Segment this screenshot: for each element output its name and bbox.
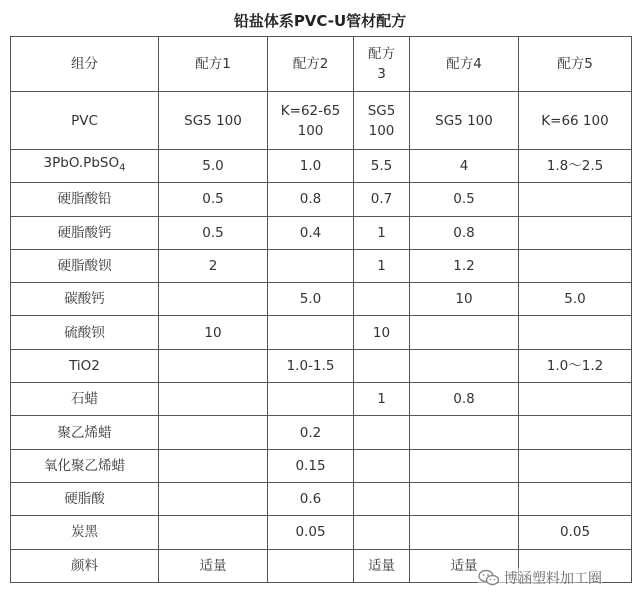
component-name-cell: 石蜡 bbox=[11, 383, 159, 416]
formula-3-cell bbox=[354, 482, 410, 515]
formula-2-cell: 0.2 bbox=[268, 416, 354, 449]
header-formula-5: 配方5 bbox=[519, 37, 632, 92]
formula-2-cell bbox=[268, 549, 354, 582]
header-formula-3: 配方 3 bbox=[354, 37, 410, 92]
formula-1-cell: 5.0 bbox=[159, 150, 268, 183]
formula-3-cell bbox=[354, 516, 410, 549]
formula-2-cell: 0.8 bbox=[268, 183, 354, 216]
formula-4-cell: 适量 bbox=[410, 549, 519, 582]
formula-table bbox=[10, 36, 632, 583]
formula-1-cell bbox=[159, 416, 268, 449]
formula-3-cell: 10 bbox=[354, 316, 410, 349]
formula-2-cell: 0.05 bbox=[268, 516, 354, 549]
component-name-cell: 硬脂酸钡 bbox=[11, 249, 159, 282]
formula-3-cell bbox=[354, 449, 410, 482]
formula-4-cell: 10 bbox=[410, 283, 519, 316]
table-row bbox=[11, 449, 632, 482]
component-name-cell: 炭黑 bbox=[11, 516, 159, 549]
table-row bbox=[11, 249, 632, 282]
formula-1-cell: SG5 100 bbox=[159, 92, 268, 150]
formula-3-cell: 5.5 bbox=[354, 150, 410, 183]
component-name-cell: 硬脂酸 bbox=[11, 482, 159, 515]
formula-2-cell bbox=[268, 249, 354, 282]
formula-1-cell bbox=[159, 349, 268, 382]
wechat-icon bbox=[478, 569, 500, 587]
table-row bbox=[11, 482, 632, 515]
table-row bbox=[11, 383, 632, 416]
formula-4-cell: 0.8 bbox=[410, 216, 519, 249]
formula-5-cell bbox=[519, 249, 632, 282]
formula-4-cell bbox=[410, 316, 519, 349]
formula-5-cell bbox=[519, 482, 632, 515]
formula-3-cell: SG5 100 bbox=[354, 92, 410, 150]
component-name-cell: TiO2 bbox=[11, 349, 159, 382]
formula-2-cell: 1.0 bbox=[268, 150, 354, 183]
formula-5-cell: 0.05 bbox=[519, 516, 632, 549]
formula-5-cell bbox=[519, 216, 632, 249]
formula-2-cell: 1.0-1.5 bbox=[268, 349, 354, 382]
formula-5-cell: 1.8～2.5 bbox=[519, 150, 632, 183]
formula-1-cell: 10 bbox=[159, 316, 268, 349]
table-row bbox=[11, 516, 632, 549]
formula-1-cell bbox=[159, 449, 268, 482]
formula-1-cell bbox=[159, 383, 268, 416]
header-row bbox=[11, 37, 632, 92]
formula-3-cell: 1 bbox=[354, 383, 410, 416]
table-row bbox=[11, 416, 632, 449]
formula-5-cell bbox=[519, 416, 632, 449]
formula-1-cell: 2 bbox=[159, 249, 268, 282]
header-formula-2: 配方2 bbox=[268, 37, 354, 92]
table-row bbox=[11, 349, 632, 382]
formula-2-cell: 5.0 bbox=[268, 283, 354, 316]
formula-1-cell bbox=[159, 516, 268, 549]
formula-4-cell: SG5 100 bbox=[410, 92, 519, 150]
formula-5-cell bbox=[519, 383, 632, 416]
formula-4-cell: 0.8 bbox=[410, 383, 519, 416]
formula-5-cell: 1.0～1.2 bbox=[519, 349, 632, 382]
formula-3-cell bbox=[354, 349, 410, 382]
table-row bbox=[11, 216, 632, 249]
component-name-cell: 颜料 bbox=[11, 549, 159, 582]
component-name-cell: 硫酸钡 bbox=[11, 316, 159, 349]
formula-4-cell bbox=[410, 449, 519, 482]
component-name-cell: 碳酸钙 bbox=[11, 283, 159, 316]
component-name-cell: 聚乙烯蜡 bbox=[11, 416, 159, 449]
formula-5-cell bbox=[519, 316, 632, 349]
table-row bbox=[11, 150, 632, 183]
formula-2-cell: 0.4 bbox=[268, 216, 354, 249]
formula-1-cell: 0.5 bbox=[159, 183, 268, 216]
formula-4-cell bbox=[410, 482, 519, 515]
formula-4-cell: 1.2 bbox=[410, 249, 519, 282]
component-name-cell: 3PbO.PbSO$_4$ bbox=[11, 150, 159, 183]
header-formula-4: 配方4 bbox=[410, 37, 519, 92]
formula-1-cell: 0.5 bbox=[159, 216, 268, 249]
table-row bbox=[11, 92, 632, 150]
formula-3-cell: 0.7 bbox=[354, 183, 410, 216]
header-component: 组分 bbox=[11, 37, 159, 92]
table-row bbox=[11, 283, 632, 316]
formula-2-cell: 0.15 bbox=[268, 449, 354, 482]
formula-1-cell: 适量 bbox=[159, 549, 268, 582]
formula-3-cell: 1 bbox=[354, 249, 410, 282]
formula-5-cell bbox=[519, 183, 632, 216]
formula-3-cell bbox=[354, 416, 410, 449]
formula-4-cell: 4 bbox=[410, 150, 519, 183]
component-name-cell: PVC bbox=[11, 92, 159, 150]
formula-5-cell bbox=[519, 449, 632, 482]
formula-5-cell: 5.0 bbox=[519, 283, 632, 316]
formula-4-cell bbox=[410, 349, 519, 382]
formula-2-cell bbox=[268, 316, 354, 349]
component-name-cell: 硬脂酸铅 bbox=[11, 183, 159, 216]
table-row bbox=[11, 316, 632, 349]
watermark bbox=[478, 568, 602, 588]
watermark-text: 博涵塑料加工圈 bbox=[504, 571, 602, 587]
formula-3-cell: 适量 bbox=[354, 549, 410, 582]
formula-4-cell bbox=[410, 516, 519, 549]
table-title: 铅盐体系PVC-U管材配方 bbox=[233, 12, 407, 30]
formula-2-cell: K=62-65 100 bbox=[268, 92, 354, 150]
formula-2-cell: 0.6 bbox=[268, 482, 354, 515]
table-row bbox=[11, 183, 632, 216]
formula-2-cell bbox=[268, 383, 354, 416]
formula-4-cell bbox=[410, 416, 519, 449]
formula-3-cell: 1 bbox=[354, 216, 410, 249]
formula-3-cell bbox=[354, 283, 410, 316]
formula-4-cell: 0.5 bbox=[410, 183, 519, 216]
formula-1-cell bbox=[159, 283, 268, 316]
formula-1-cell bbox=[159, 482, 268, 515]
formula-5-cell: K=66 100 bbox=[519, 92, 632, 150]
header-formula-1: 配方1 bbox=[159, 37, 268, 92]
component-name-cell: 氧化聚乙烯蜡 bbox=[11, 449, 159, 482]
component-name-cell: 硬脂酸钙 bbox=[11, 216, 159, 249]
